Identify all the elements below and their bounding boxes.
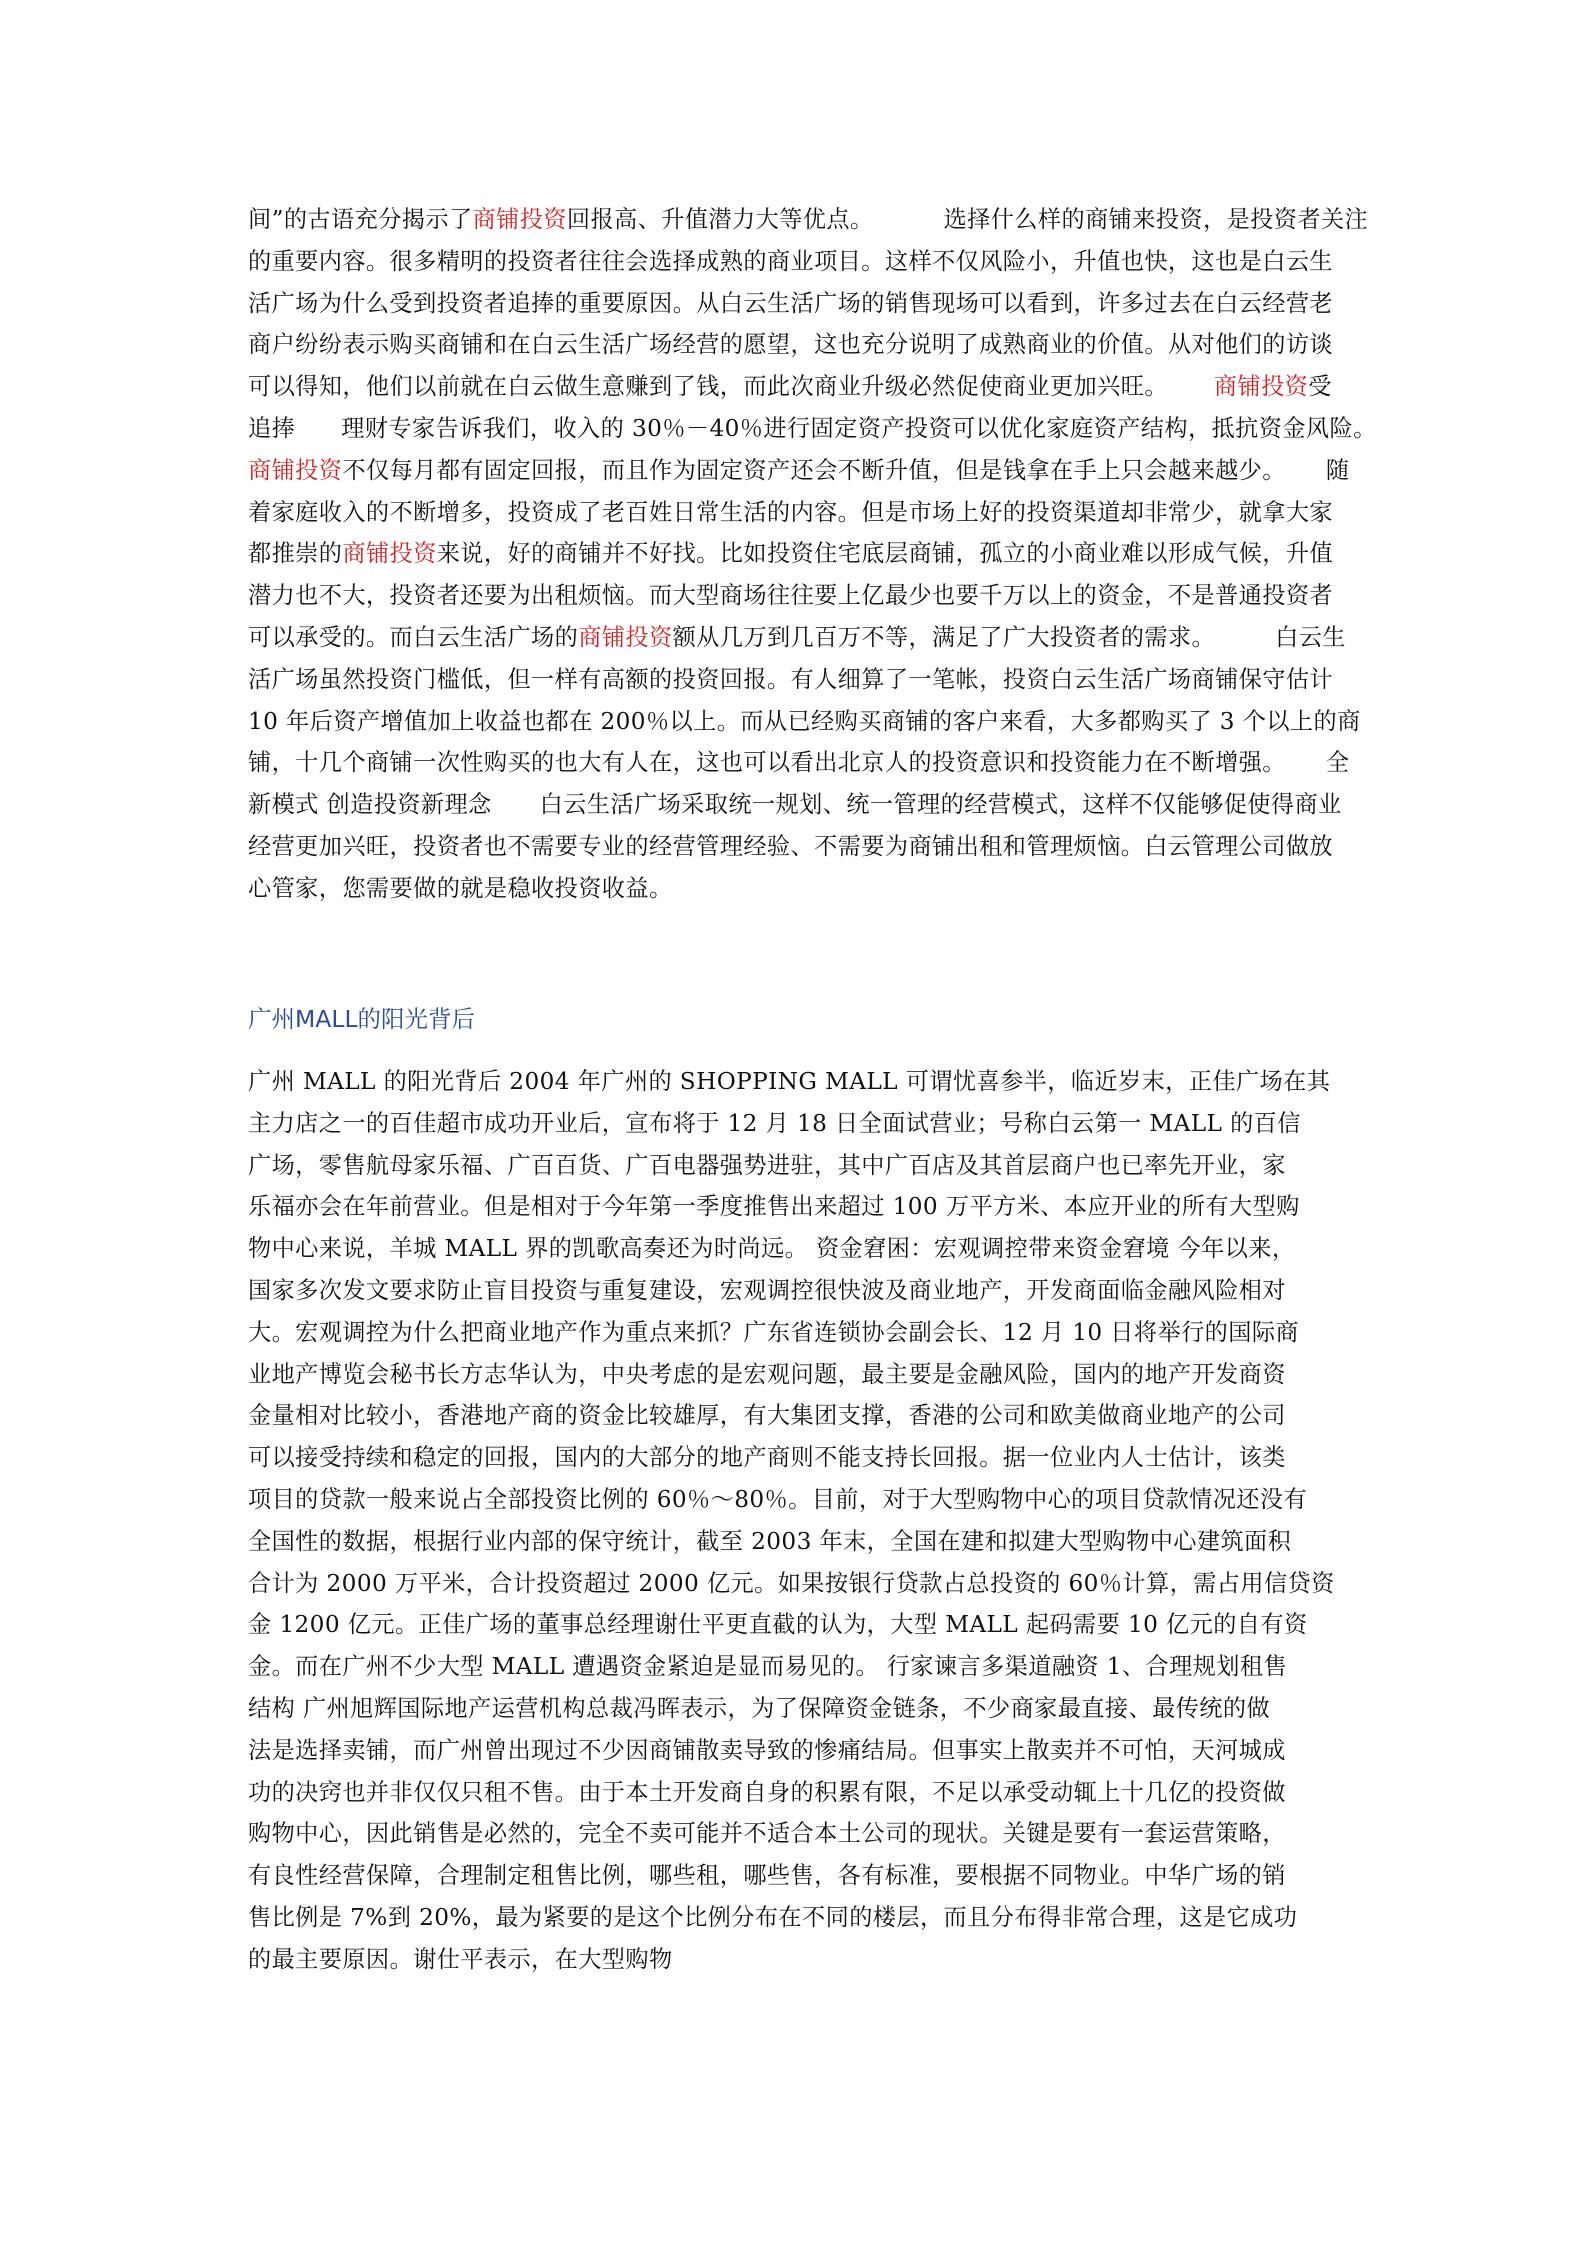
text-run: 全国性的数据，根据行业内部的保守统计，截至 2003 年末，全国在建和拟建大型购物中心建筑面积 — [248, 1527, 1292, 1555]
text-line — [248, 1646, 1348, 1688]
text-line — [248, 366, 1348, 408]
text-run: 的最主要原因。谢仕平表示，在大型购物 — [248, 1945, 673, 1973]
text-run: 白云生 — [1275, 623, 1346, 651]
text-run: 售比例是 7%到 20%，最为紧要的是这个比例分布在不同的楼层，而且分布得非常合理，这是它成功 — [248, 1903, 1298, 1931]
text-run: 国家多次发文要求防止盲目投资与重复建设，宏观调控很快波及商业地产，开发商面临金融风险相对 — [248, 1276, 1286, 1304]
text-line — [248, 1061, 1348, 1103]
text-line — [248, 575, 1348, 617]
text-run: 项目的贷款一般来说占全部投资比例的 60％～80％。目前，对于大型购物中心的项目贷款情况还没有 — [248, 1485, 1308, 1513]
text-run: 金量相对比较小，香港地产商的资金比较雄厚，有大集团支撑，香港的公司和欧美做商业地产的公司 — [248, 1402, 1286, 1430]
text-line — [248, 1563, 1348, 1605]
text-line — [248, 742, 1348, 784]
text-line — [248, 617, 1348, 659]
text-run: 不仅每月都有固定回报，而且作为固定资产还会不断升值，但是钱拿在手上只会越来越少。 — [342, 456, 1286, 484]
text-line — [248, 1437, 1348, 1479]
text-line — [248, 1312, 1348, 1354]
text-line — [248, 1772, 1348, 1814]
text-run: 合计为 2000 万平米，合计投资超过 2000 亿元。如果按银行贷款占总投资的 60％计算，需占用信贷资 — [248, 1569, 1335, 1597]
text-line — [248, 1103, 1348, 1145]
text-line — [248, 492, 1348, 534]
text-run: 理财专家告诉我们，收入的 30％－40％进行固定资产投资可以优化家庭资产结构，抵抗资金风险。 — [341, 414, 1377, 442]
text-run: 潜力也不大，投资者还要为出租烦恼。而大型商场往往要上亿最少也要千万以上的资金，不是普通投资者 — [248, 582, 1334, 610]
text-line — [248, 1855, 1348, 1897]
text-run: 业地产博览会秘书长方志华认为，中央考虑的是宏观问题，最主要是金融风险，国内的地产开发商资 — [248, 1360, 1286, 1388]
text-run: 受 — [1308, 373, 1332, 401]
text-run: 主力店之一的百佳超市成功开业后，宣布将于 12 月 18 日全面试营业；号称白云第一 MALL 的百信 — [248, 1109, 1301, 1137]
text-line — [248, 324, 1348, 366]
text-run: 可以得知，他们以前就在白云做生意赚到了钱，而此次商业升级必然促使商业更加兴旺。 — [248, 373, 1168, 401]
text-run: 活广场虽然投资门槛低，但一样有高额的投资回报。有人细算了一笔帐，投资白云生活广场商铺保守估计 — [248, 665, 1334, 693]
text-line — [248, 1939, 1348, 1981]
text-run: 大。宏观调控为什么把商业地产作为重点来抓？广东省连锁协会副会长、12 月 10 日将举行的国际商 — [248, 1318, 1300, 1346]
text-line — [248, 1479, 1348, 1521]
text-line — [248, 1395, 1348, 1437]
text-run: 结构 广州旭辉国际地产运营机构总裁冯晖表示，为了保障资金链条，不少商家最直接、最传统的做 — [248, 1694, 1271, 1722]
text-line — [248, 1145, 1348, 1187]
text-run: 可以承受的。而白云生活广场的 — [248, 623, 579, 651]
text-run: 新模式 创造投资新理念 — [248, 791, 492, 819]
text-line — [248, 241, 1348, 283]
text-run: 有良性经营保障，合理制定租售比例，哪些租，哪些售，各有标准，要根据不同物业。中华广场的销 — [248, 1862, 1286, 1890]
text-line — [248, 1897, 1348, 1939]
text-run: 功的决窍也并非仅仅只租不售。由于本土开发商自身的积累有限，不足以承受动辄上十几亿的投资做 — [248, 1778, 1286, 1806]
text-line — [248, 283, 1348, 325]
text-line — [248, 1354, 1348, 1396]
keyword-link[interactable]: 商铺投资 — [578, 623, 673, 651]
text-line — [248, 1186, 1348, 1228]
keyword-link[interactable]: 商铺投资 — [472, 206, 567, 233]
text-line — [248, 1730, 1348, 1772]
text-line — [248, 1521, 1348, 1563]
text-run: 铺，十几个商铺一次性购买的也大有人在，这也可以看出北京人的投资意识和投资能力在不断增强。 — [248, 749, 1286, 777]
text-line — [248, 868, 1348, 910]
text-line — [248, 1688, 1348, 1730]
text-run: 白云生活广场采取统一规划、统一管理的经营模式，这样不仅能够促使得商业 — [539, 791, 1342, 819]
text-line — [248, 1270, 1348, 1312]
text-line — [248, 784, 1348, 826]
keyword-link[interactable]: 商铺投资 — [1213, 373, 1309, 401]
keyword-link[interactable]: 商铺投资 — [342, 540, 437, 568]
keyword-link[interactable]: 商铺投资 — [248, 456, 343, 484]
text-run: 金 1200 亿元。正佳广场的董事总经理谢仕平更直截的认为，大型 MALL 起码需要 10 亿元的自有资 — [248, 1611, 1308, 1639]
text-line — [248, 408, 1377, 450]
text-run: 乐福亦会在年前营业。但是相对于今年第一季度推售出来超过 100 万平方米、本应开业的所有大型购 — [248, 1193, 1300, 1221]
text-run: 追捧 — [248, 414, 296, 442]
text-line — [248, 659, 1348, 701]
text-line — [248, 1813, 1348, 1855]
text-line — [248, 701, 1361, 743]
text-line — [248, 1228, 1348, 1270]
text-run: 金。而在广州不少大型 MALL 遭遇资金紧迫是显而易见的。 行家谏言多渠道融资 1、合理规划租售 — [248, 1653, 1288, 1681]
text-line — [248, 199, 1369, 241]
text-run: 广场，零售航母家乐福、广百百货、广百电器强势进驻，其中广百店及其首层商户也已率先开业，家 — [248, 1151, 1286, 1179]
text-run: 全 — [1325, 749, 1350, 777]
text-run: 购物中心，因此销售是必然的，完全不卖可能并不适合本土公司的现状。关键是要有一套运营策略， — [248, 1820, 1286, 1848]
text-run: 心管家，您需要做的就是稳收投资收益。 — [248, 874, 673, 902]
text-run: 可以接受持续和稳定的回报，国内的大部分的地产商则不能支持长回报。据一位业内人士估计，该类 — [248, 1444, 1286, 1472]
text-line — [248, 450, 1348, 492]
text-run: 法是选择卖铺，而广州曾出现过不少因商铺散卖导致的惨痛结局。但事实上散卖并不可怕，天河城成 — [248, 1736, 1286, 1764]
text-line — [248, 1604, 1348, 1646]
text-run: 回报高、升值潜力大等优点。 — [566, 206, 874, 233]
text-run: 随 — [1325, 456, 1350, 484]
article-body-part-1 — [248, 199, 1377, 910]
text-run: 额从几万到几百万不等，满足了广大投资者的需求。 — [672, 623, 1216, 651]
article-body-part-2 — [248, 1061, 1348, 1981]
text-run: 来说，好的商铺并不好找。比如投资住宅底层商铺，孤立的小商业难以形成气候，升值 — [436, 540, 1334, 568]
text-run: 商户纷纷表示购买商铺和在白云生活广场经营的愿望，这也充分说明了成熟商业的价值。从对他们的访谈 — [248, 331, 1334, 359]
text-run: 着家庭收入的不断增多，投资成了老百姓日常生活的内容。但是市场上好的投资渠道却非常少，就拿大家 — [248, 498, 1334, 526]
text-run: 广州 MALL 的阳光背后 2004 年广州的 SHOPPING MALL 可谓忧喜参半，临近岁末，正佳广场在其 — [248, 1068, 1331, 1095]
section-title-link[interactable]: 广州MALL的阳光背后 — [248, 1005, 476, 1033]
text-run: 10 年后资产增值加上收益也都在 200％以上。而从已经购买商铺的客户来看，大多都购买了 3 个以上的商 — [248, 707, 1361, 735]
text-run: 物中心来说，羊城 MALL 界的凯歌高奏还为时尚远。 资金窘困：宏观调控带来资金窘境 今年以来， — [248, 1235, 1296, 1263]
text-run: 都推崇的 — [248, 540, 343, 568]
text-run: 间”的古语充分揭示了 — [248, 206, 473, 233]
text-run: 活广场为什么受到投资者追捧的重要原因。从白云生活广场的销售现场可以看到，许多过去在白云经营老 — [248, 289, 1334, 317]
text-run: 经营更加兴旺，投资者也不需要专业的经营管理经验、不需要为商铺出租和管理烦恼。白云管理公司做放 — [248, 832, 1334, 860]
text-run: 选择什么样的商铺来投资，是投资者关注 — [943, 206, 1369, 233]
text-line — [248, 533, 1348, 575]
text-run: 的重要内容。很多精明的投资者往往会选择成熟的商业项目。这样不仅风险小，升值也快，这也是白云生 — [248, 247, 1334, 275]
text-line — [248, 826, 1348, 868]
